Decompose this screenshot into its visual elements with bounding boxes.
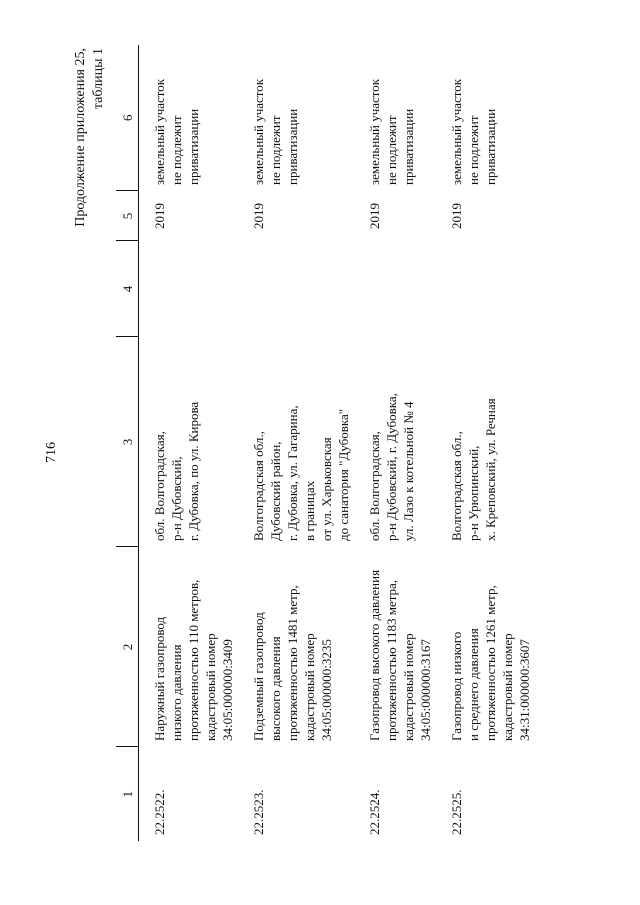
empty-cell <box>442 241 533 337</box>
row-number: 22.2523. <box>251 789 266 835</box>
column-header-6: 6 <box>116 45 139 191</box>
land-note: земельный участок не подлежит приватизации <box>449 78 498 185</box>
privatization-year: 2019 <box>152 203 167 229</box>
property-table <box>116 45 533 841</box>
table-row <box>244 45 360 841</box>
privatization-year: 2019 <box>251 203 266 229</box>
land-note: земельный участок не подлежит приватизации <box>367 78 416 185</box>
empty-cell <box>139 241 245 337</box>
empty-cell <box>360 241 442 337</box>
object-description: Подземный газопровод высокого давления протяженностью 1481 метр, кадастровый номер 34:05:000000:3235 <box>251 585 334 741</box>
table-header-row <box>116 45 139 841</box>
row-number: 22.2524. <box>367 789 382 835</box>
object-description: Газопровод низкого и среднего давления протяженностью 1261 метр, кадастровый номер 34:31:000000:3607 <box>449 585 532 741</box>
privatization-year: 2019 <box>449 203 464 229</box>
continuation-note: Продолжение приложения 25, таблицы 1 <box>73 48 106 227</box>
table-row <box>360 45 442 841</box>
column-header-2: 2 <box>116 547 139 747</box>
object-address: Волгоградская обл., р-н Урюпинский, х. Креповский, ул. Речная <box>449 398 498 541</box>
table-row <box>442 45 533 841</box>
column-header-1: 1 <box>116 747 139 841</box>
object-address: Волгоградская обл., Дубовский район, г. Дубовка, ул. Гагарина, в границах от ул. Харьковская до санатория "Дубовка" <box>251 405 351 541</box>
object-address: обл. Волгоградская, р-н Дубовский, г. Дубовка, ул. Лазо к котельной № 4 <box>367 393 416 541</box>
table-row <box>139 45 245 841</box>
privatization-year: 2019 <box>367 203 382 229</box>
row-number: 22.2525. <box>449 789 464 835</box>
column-header-4: 4 <box>116 241 139 337</box>
column-header-5: 5 <box>116 191 139 241</box>
column-header-3: 3 <box>116 337 139 547</box>
land-note: земельный участок не подлежит приватизации <box>152 78 201 185</box>
row-number: 22.2522. <box>152 789 167 835</box>
page-number: 716 <box>44 442 59 463</box>
empty-cell <box>244 241 360 337</box>
object-description: Газопровод высокого давления протяженностью 1183 метра, кадастровый номер 34:05:000000:3167 <box>367 569 433 741</box>
object-address: обл. Волгоградская, р-н Дубовский, г. Дубовка, по ул. Кирова <box>152 401 201 541</box>
land-note: земельный участок не подлежит приватизации <box>251 78 300 185</box>
object-description: Наружный газопровод низкого давления протяженностью 110 метров, кадастровый номер 34:05:000000:3409 <box>152 579 235 741</box>
